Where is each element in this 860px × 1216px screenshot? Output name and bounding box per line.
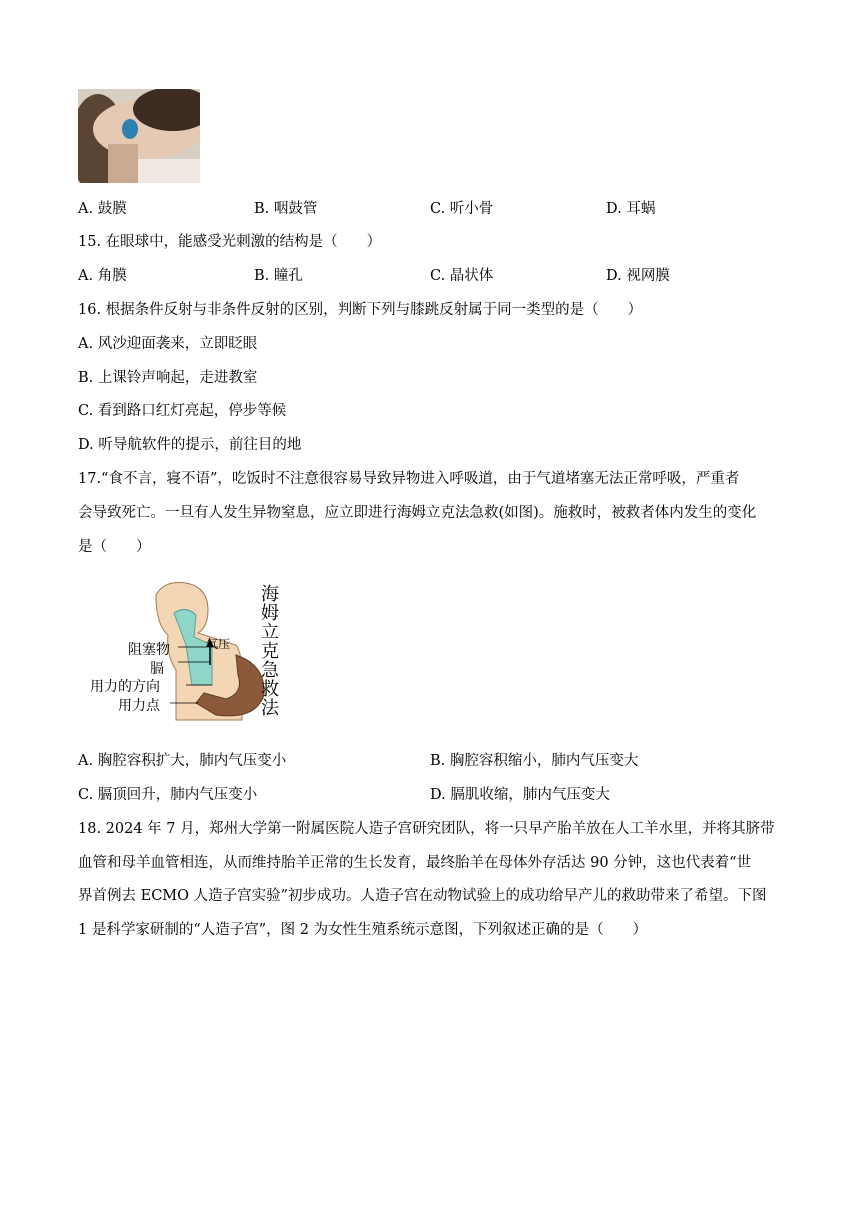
title-char: 海 bbox=[261, 584, 279, 605]
q15-option-b: B. 瞳孔 bbox=[254, 268, 303, 284]
label-force-direction: 用力的方向 bbox=[90, 679, 160, 695]
q16-option-d: D. 听导航软件的提示，前往目的地 bbox=[78, 437, 302, 453]
q17-stem-line-2: 会导致死亡。一旦有人发生异物窒息，应立即进行海姆立克法急救(如图)。施救时，被救者体内发生的变化 bbox=[78, 505, 757, 521]
q18-stem-line-4: 1 是科学家研制的“人造子宫”，图 2 为女性生殖系统示意图，下列叙述正确的是（ ） bbox=[78, 922, 648, 938]
title-char: 克 bbox=[261, 641, 279, 662]
q17-option-b: B. 胸腔容积缩小，肺内气压变大 bbox=[430, 753, 639, 769]
heimlich-diagram bbox=[86, 575, 286, 725]
title-char: 法 bbox=[261, 698, 279, 719]
label-force-point: 用力点 bbox=[118, 698, 160, 714]
q15-option-c: C. 晶状体 bbox=[430, 268, 494, 284]
q18-stem-line-1: 18. 2024 年 7 月，郑州大学第一附属医院人造子宫研究团队，将一只早产胎羊放在人工羊水里，并将其脐带 bbox=[78, 821, 775, 837]
q16-option-b: B. 上课铃声响起，走进教室 bbox=[78, 370, 258, 386]
q17-stem-line-1: 17.“食不言，寝不语”，吃饭时不注意很容易导致异物进入呼吸道，由于气道堵塞无法正常呼吸，严重者 bbox=[78, 471, 740, 487]
title-char: 立 bbox=[261, 622, 279, 643]
ear-photo bbox=[78, 89, 200, 183]
ear-photo-illustration bbox=[78, 89, 200, 183]
q14-option-d: D. 耳蜗 bbox=[606, 201, 656, 217]
label-air-pressure: 气压 bbox=[206, 637, 231, 651]
q17-option-c: C. 膈顶回升，肺内气压变小 bbox=[78, 787, 258, 803]
q18-stem-line-3: 界首例去 ECMO 人造子宫实验”初步成功。人造子宫在动物试验上的成功给早产儿的救助带来了希望。下图 bbox=[78, 888, 767, 904]
q16-stem: 16. 根据条件反射与非条件反射的区别，判断下列与膝跳反射属于同一类型的是（ ） bbox=[78, 302, 643, 318]
q17-stem-line-3: 是（ ） bbox=[78, 539, 151, 555]
label-obstruction: 阻塞物 bbox=[128, 642, 170, 658]
q16-option-c: C. 看到路口红灯亮起，停步等候 bbox=[78, 403, 287, 419]
q16-option-a: A. 风沙迎面袭来，立即眨眼 bbox=[78, 336, 258, 352]
q18-stem-line-2: 血管和母羊血管相连，从而维持胎羊正常的生长发育，最终胎羊在母体外存活达 90 分钟，这也代表着“世 bbox=[78, 855, 752, 871]
q15-option-a: A. 角膜 bbox=[78, 268, 127, 284]
heimlich-vertical-title bbox=[258, 585, 282, 718]
q17-option-a: A. 胸腔容积扩大，肺内气压变小 bbox=[78, 753, 287, 769]
heimlich-figure bbox=[86, 575, 286, 725]
title-char: 姆 bbox=[261, 603, 279, 624]
q14-option-a: A. 鼓膜 bbox=[78, 201, 127, 217]
q15-option-d: D. 视网膜 bbox=[606, 268, 670, 284]
label-diaphragm: 膈 bbox=[150, 661, 164, 677]
q14-option-b: B. 咽鼓管 bbox=[254, 201, 318, 217]
q17-option-d: D. 膈肌收缩，肺内气压变大 bbox=[430, 787, 610, 803]
q14-option-c: C. 听小骨 bbox=[430, 201, 494, 217]
q15-stem: 15. 在眼球中，能感受光刺激的结构是（ ） bbox=[78, 234, 382, 250]
title-char: 救 bbox=[261, 679, 279, 700]
title-char: 急 bbox=[261, 660, 279, 681]
